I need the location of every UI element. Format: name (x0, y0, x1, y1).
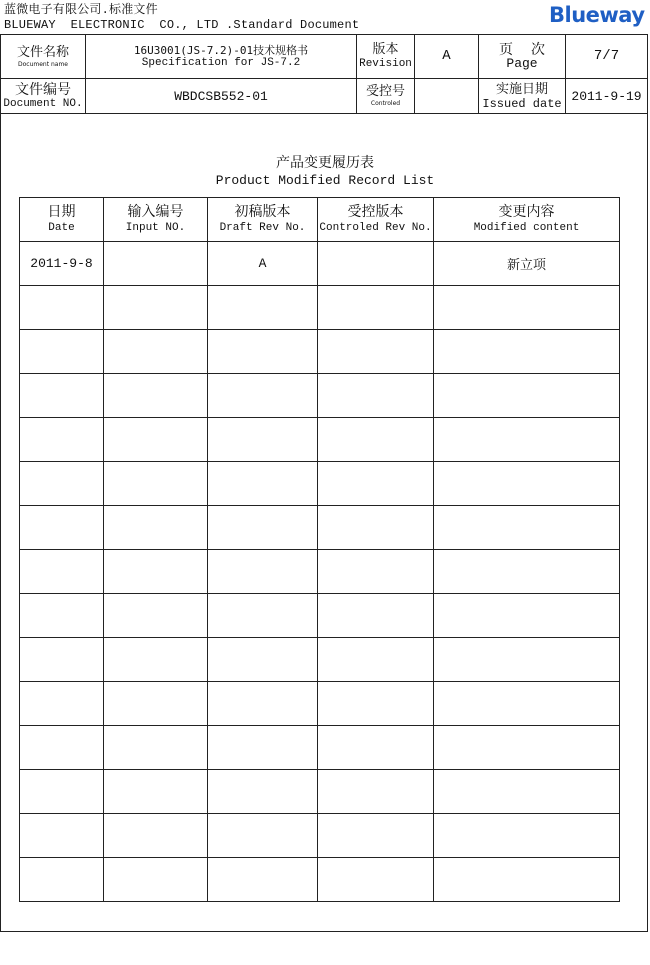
cell-modified-content (434, 550, 620, 594)
cell-modified-content (434, 330, 620, 374)
page-value: 7/7 (566, 35, 648, 79)
table-row (20, 770, 620, 814)
column-header-controled-rev: 受控版本 Controled Rev No. (318, 198, 434, 242)
controled-label: 受控号 Controled (357, 79, 415, 114)
title-en: Product Modified Record List (215, 173, 435, 188)
cell-controled-rev (318, 638, 434, 682)
cell-controled-rev (318, 594, 434, 638)
cell-draft-rev (208, 726, 318, 770)
cell-controled-rev (318, 462, 434, 506)
cell-controled-rev (318, 726, 434, 770)
column-header-modified-content: 变更内容 Modified content (434, 198, 620, 242)
cell-draft-rev (208, 550, 318, 594)
table-row (20, 726, 620, 770)
table-row (20, 814, 620, 858)
cell-modified-content (434, 374, 620, 418)
title-cn: 产品变更履历表 (276, 155, 374, 171)
table-row (20, 858, 620, 902)
cell-input-no (104, 638, 208, 682)
cell-input-no (104, 550, 208, 594)
cell-controled-rev (318, 814, 434, 858)
issued-value: 2011-9-19 (566, 79, 648, 114)
cell-input-no (104, 462, 208, 506)
blueway-logo: Blueway (549, 3, 645, 27)
table-row (20, 638, 620, 682)
column-header-input-no: 输入编号 Input NO. (104, 198, 208, 242)
cell-draft-rev (208, 330, 318, 374)
revision-value: A (415, 35, 479, 79)
cell-controled-rev (318, 242, 434, 286)
issued-label: 实施日期 Issued date (479, 79, 566, 114)
cell-draft-rev (208, 858, 318, 902)
cell-modified-content (434, 286, 620, 330)
cell-modified-content (434, 418, 620, 462)
cell-modified-content (434, 682, 620, 726)
cell-date (20, 858, 104, 902)
cell-date (20, 330, 104, 374)
cell-input-no (104, 682, 208, 726)
cell-modified-content (434, 638, 620, 682)
cell-date (20, 682, 104, 726)
cell-input-no (104, 770, 208, 814)
cell-modified-content (434, 814, 620, 858)
revision-label: 版本 Revision (357, 35, 415, 79)
cell-date (20, 638, 104, 682)
cell-controled-rev (318, 418, 434, 462)
cell-draft-rev (208, 374, 318, 418)
cell-draft-rev (208, 286, 318, 330)
cell-input-no (104, 858, 208, 902)
table-row (20, 594, 620, 638)
cell-controled-rev (318, 858, 434, 902)
cell-draft-rev (208, 814, 318, 858)
cell-modified-content (434, 858, 620, 902)
table-row (20, 462, 620, 506)
table-row (20, 374, 620, 418)
cell-controled-rev (318, 682, 434, 726)
cell-date (20, 550, 104, 594)
cell-input-no (104, 418, 208, 462)
cell-date: 2011-9-8 (20, 242, 104, 286)
document-header-table (0, 34, 648, 114)
cell-controled-rev (318, 506, 434, 550)
table-row (20, 418, 620, 462)
cell-controled-rev (318, 550, 434, 594)
cell-draft-rev: A (208, 242, 318, 286)
table-row (20, 286, 620, 330)
column-header-date: 日期 Date (20, 198, 104, 242)
column-header-draft-rev: 初稿版本 Draft Rev No. (208, 198, 318, 242)
cell-draft-rev (208, 506, 318, 550)
cell-date (20, 506, 104, 550)
cell-modified-content (434, 726, 620, 770)
cell-date (20, 594, 104, 638)
record-list-title (0, 155, 650, 189)
cell-modified-content: 新立项 (434, 242, 620, 286)
table-row (20, 682, 620, 726)
cell-draft-rev (208, 638, 318, 682)
cell-draft-rev (208, 594, 318, 638)
cell-input-no (104, 330, 208, 374)
record-table-header-row (20, 198, 620, 242)
doc-name-value: 16U3001(JS-7.2)-01技术规格书 Specification for JS-7.2 (86, 35, 357, 79)
cell-date (20, 726, 104, 770)
cell-modified-content (434, 462, 620, 506)
cell-date (20, 418, 104, 462)
table-row (20, 330, 620, 374)
cell-modified-content (434, 594, 620, 638)
company-header (4, 3, 359, 33)
cell-date (20, 814, 104, 858)
cell-modified-content (434, 506, 620, 550)
cell-date (20, 374, 104, 418)
cell-input-no (104, 374, 208, 418)
cell-date (20, 286, 104, 330)
doc-no-value: WBDCSB552-01 (86, 79, 357, 114)
controled-value (415, 79, 479, 114)
cell-modified-content (434, 770, 620, 814)
cell-draft-rev (208, 770, 318, 814)
cell-date (20, 462, 104, 506)
doc-name-label: 文件名称 Document name (1, 35, 86, 79)
cell-controled-rev (318, 770, 434, 814)
table-row (20, 242, 620, 286)
cell-draft-rev (208, 462, 318, 506)
cell-input-no (104, 594, 208, 638)
cell-date (20, 770, 104, 814)
cell-controled-rev (318, 286, 434, 330)
cell-input-no (104, 506, 208, 550)
page-label: 页次 Page (479, 35, 566, 79)
cell-input-no (104, 814, 208, 858)
cell-input-no (104, 242, 208, 286)
table-row (20, 506, 620, 550)
cell-draft-rev (208, 682, 318, 726)
doc-no-label: 文件编号 Document NO. (1, 79, 86, 114)
record-table (19, 197, 620, 902)
table-row (20, 550, 620, 594)
cell-input-no (104, 286, 208, 330)
cell-input-no (104, 726, 208, 770)
company-name-cn: 蓝微电子有限公司.标准文件 (4, 3, 158, 17)
cell-controled-rev (318, 374, 434, 418)
cell-controled-rev (318, 330, 434, 374)
cell-draft-rev (208, 418, 318, 462)
company-name-en: BLUEWAY ELECTRONIC CO., LTD .Standard Document (4, 18, 360, 32)
